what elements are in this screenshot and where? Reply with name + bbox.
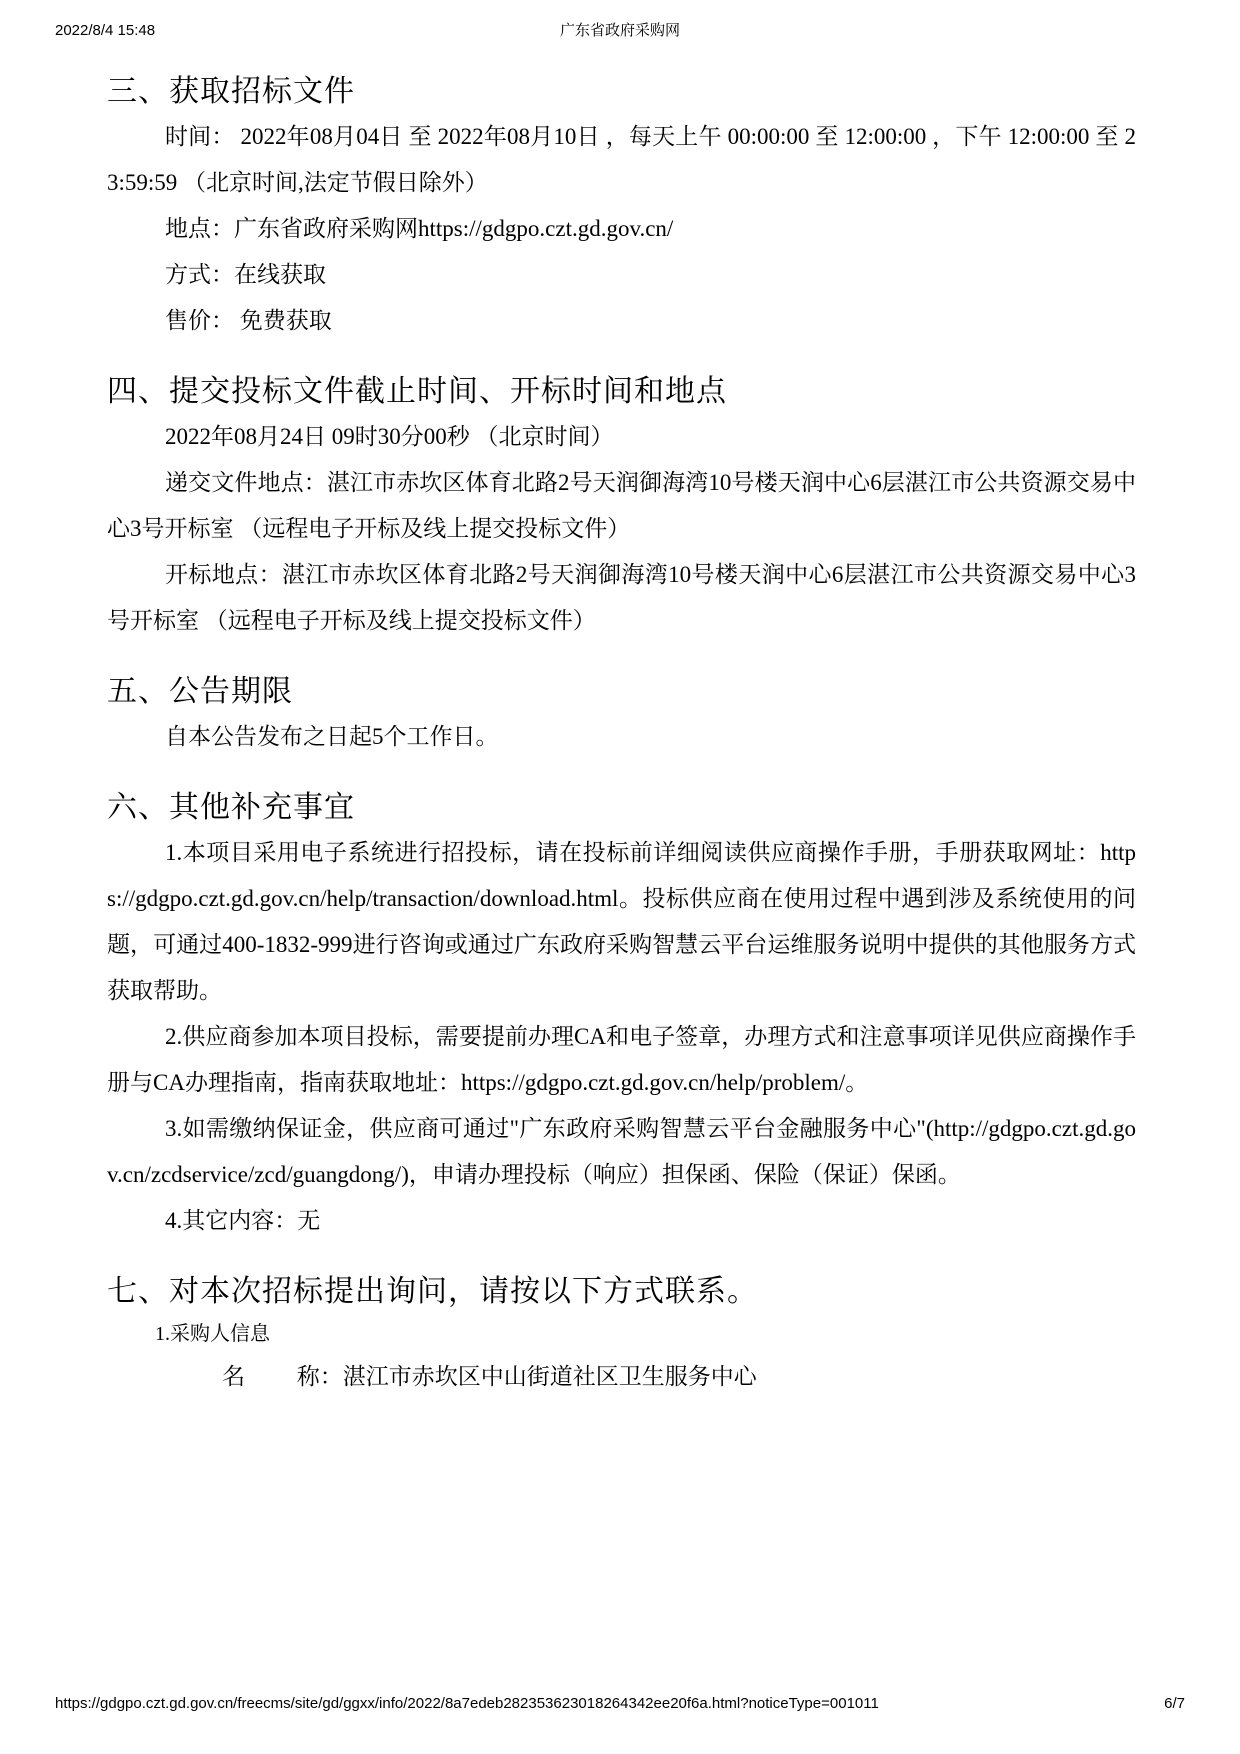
section-heading-other-matters: 六、其他补充事宜 [107, 791, 355, 824]
paragraph-obtain-price: 售价： 免费获取 [165, 308, 332, 333]
footer-url: https://gdgpo.czt.gd.gov.cn/freecms/site/gd/ggxx/info/2022/8a7edeb282353623018264342ee20f6a.html?noticeType=001011 [55, 1695, 879, 1712]
purchaser-info-label: 1.采购人信息 [155, 1323, 270, 1345]
paragraph-other-item-4: 4.其它内容：无 [165, 1208, 321, 1233]
paragraph-other-item-3: 3.如需缴纳保证金，供应商可通过"广东政府采购智慧云平台金融服务中心"(http://gdgpo.czt.gd.gov.cn/zcdservice/zcd/guangdong/)，申请办理投标（响应）担保函、保险（保证）保函。 [107, 1116, 1136, 1187]
section-heading-announcement-period: 五、公告期限 [107, 675, 293, 708]
paragraph-obtain-method: 方式：在线获取 [165, 262, 326, 287]
paragraph-obtain-time: 时间： 2022年08月04日 至 2022年08月10日 ，每天上午 00:00:00 至 12:00:00 ，下午 12:00:00 至 23:59:59 （北京时间,法定节假日除外） [107, 124, 1136, 195]
notice-body [107, 60, 1136, 1400]
paragraph-announcement-period: 自本公告发布之日起5个工作日。 [165, 724, 499, 749]
section-heading-contact: 七、对本次招标提出询问，请按以下方式联系。 [107, 1275, 758, 1308]
paragraph-submission-address: 递交文件地点：湛江市赤坎区体育北路2号天润御海湾10号楼天润中心6层湛江市公共资源交易中心3号开标室 （远程电子开标及线上提交投标文件） [107, 470, 1136, 541]
header-site-title: 广东省政府采购网 [559, 22, 680, 39]
paragraph-opening-address: 开标地点：湛江市赤坎区体育北路2号天润御海湾10号楼天润中心6层湛江市公共资源交易中心3号开标室 （远程电子开标及线上提交投标文件） [107, 562, 1136, 633]
paragraph-deadline-datetime: 2022年08月24日 09时30分00秒 （北京时间） [165, 424, 614, 449]
section-heading-obtain-documents: 三、获取招标文件 [107, 75, 355, 108]
paragraph-other-item-2: 2.供应商参加本项目投标，需要提前办理CA和电子签章，办理方式和注意事项详见供应商操作手册与CA办理指南，指南获取地址：https://gdgpo.czt.gd.gov.cn/help/problem/。 [107, 1024, 1136, 1095]
section-heading-submission-deadline: 四、提交投标文件截止时间、开标时间和地点 [107, 375, 727, 408]
paragraph-obtain-location: 地点：广东省政府采购网https://gdgpo.czt.gd.gov.cn/ [165, 216, 674, 241]
header-datetime: 2022/8/4 15:48 [55, 22, 156, 39]
paragraph-other-item-1: 1.本项目采用电子系统进行招投标，请在投标前详细阅读供应商操作手册，手册获取网址：https://gdgpo.czt.gd.gov.cn/help/transaction/download.html。投标供应商在使用过程中遇到涉及系统使用的问题，可通过400-1832-999进行咨询或通过广东政府采购智慧云平台运维服务说明中提供的其他服务方式获取帮助。 [107, 840, 1136, 1003]
purchaser-name-line: 名 称：湛江市赤坎区中山街道社区卫生服务中心 [222, 1364, 757, 1389]
footer-page-number: 6/7 [1164, 1695, 1185, 1712]
